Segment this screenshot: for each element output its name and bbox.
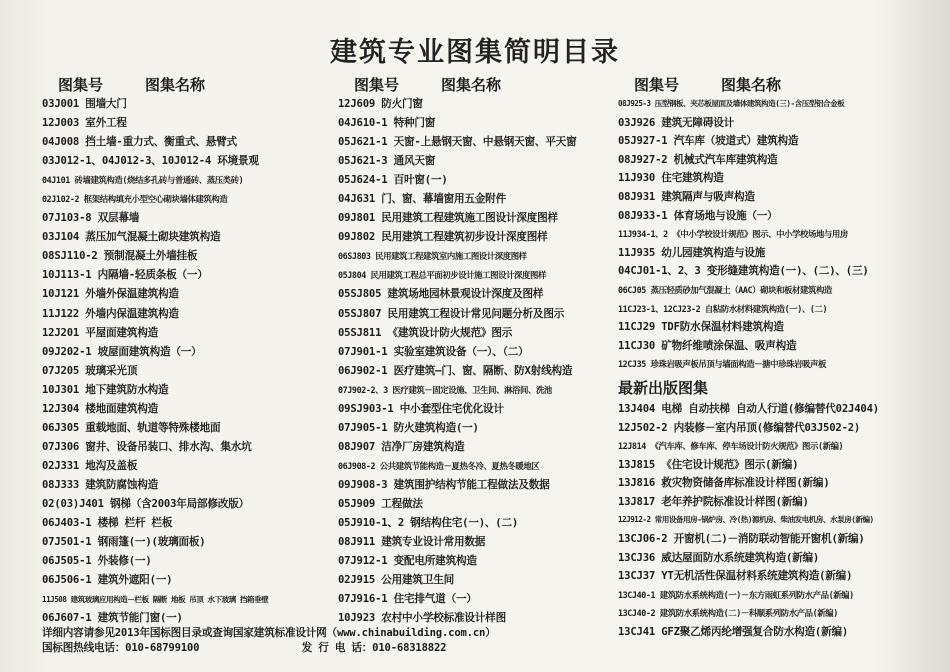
atlas-item: 04J008 挡土墙-重力式、衡重式、悬臂式 [42, 136, 237, 149]
atlas-item: 06J607-1 建筑节能门窗(一) [42, 612, 183, 625]
header-name: 图集名称 [145, 76, 206, 94]
new-atlas-list [618, 400, 918, 642]
atlas-item: 05J910-1、2 钢结构住宅(一)、(二) [338, 517, 519, 530]
footer-note: 详细内容请参见2013年国标图目录或查询国家建筑标准设计网（www.chinabuilding.com.cn） [42, 627, 496, 639]
atlas-item: 07J103-8 双层幕墙 [42, 212, 140, 225]
atlas-item: 11CJ23-1、12CJ23-2 自粘防水材料建筑构造(一)、(二) [618, 303, 828, 314]
atlas-item: 08J931 建筑隔声与吸声构造 [618, 190, 755, 203]
atlas-item: 08J911 建筑专业设计常用数据 [338, 536, 486, 549]
column-header [338, 74, 610, 94]
atlas-item: 03J001 围墙大门 [42, 98, 127, 110]
column-3 [618, 74, 918, 642]
atlas-item: 03J012-1、04J012-3、10J012-4 环境景观 [42, 155, 259, 168]
atlas-item: 07J306 窗井、设备吊装口、排水沟、集水坑 [42, 440, 252, 453]
atlas-item: 06J908-2 公共建筑节能构造－夏热冬冷、夏热冬暖地区 [338, 460, 540, 471]
atlas-item: 06J505-1 外装修(一) [42, 555, 152, 568]
atlas-item: 10J113-1 内隔墙-轻质条板（一） [42, 269, 208, 282]
atlas-item: 08J925-3 压型钢板、夹芯板屋面及墙体建筑构造(三)-含压型铝合金板 [618, 99, 845, 108]
atlas-item: 04CJ01-1、2、3 变形缝建筑构造(一)、(二)、(三) [618, 265, 869, 278]
atlas-item: 02J331 地沟及盖板 [42, 459, 138, 472]
hotline-phone: 国标图热线电话：010-68799100 [42, 642, 200, 654]
atlas-item: 05SJ807 民用建筑工程设计常见问题分析及图示 [338, 307, 565, 320]
header-code: 图集号 [354, 76, 400, 94]
atlas-item: 04J610-1 特种门窗 [338, 117, 436, 130]
atlas-item: 12J609 防火门窗 [338, 98, 423, 110]
atlas-item: 11CJ29 TDF防水保温材料建筑构造 [618, 321, 784, 334]
atlas-item: 06J403-1 楼梯 栏杆 栏板 [42, 517, 173, 530]
atlas-item: 07J902-2、3 医疗建筑－固定设施、卫生间、淋浴间、洗池 [338, 384, 552, 395]
atlas-item: 05J621-3 通风天窗 [338, 155, 436, 168]
atlas-item: 09J801 民用建筑工程建筑施工图设计深度图样 [338, 212, 558, 225]
atlas-item: 13J816 救灾物资储备库标准设计样图(新编) [618, 477, 830, 490]
atlas-item: 11J122 外墙内保温建筑构造 [42, 307, 179, 320]
atlas-item: 13CJ40-2 建筑防水系统构造(二)－科顺系列防水产品(新编) [618, 608, 838, 619]
atlas-item: 13CJ37 YT无机活性保温材料系统建筑构造(新编) [618, 570, 853, 583]
atlas-list [42, 95, 327, 628]
atlas-item: 11CJ30 矿物纤维喷涂保温、吸声构造 [618, 339, 797, 352]
atlas-item: 05SJ811 《建筑设计防火规范》图示 [338, 326, 513, 339]
footer-phones [42, 641, 642, 656]
atlas-item: 11J930 住宅建筑构造 [618, 172, 724, 185]
header-code: 图集号 [634, 76, 680, 94]
atlas-item: 07J205 玻璃采光顶 [42, 364, 138, 377]
distribution-phone: 发 行 电 话：010-68318822 [301, 642, 447, 654]
atlas-item: 05J927-1 汽车库（坡道式）建筑构造 [618, 135, 799, 148]
atlas-item: 12J814 《汽车库、修车库、停车场设计防火规范》图示(新编) [618, 441, 844, 452]
atlas-item: 13CJ41 GFZ聚乙烯丙纶增强复合防水构造(新编) [618, 626, 849, 639]
atlas-item: 06CJ05 蒸压轻质砂加气混凝土（AAC）砌块和板材建筑构造 [618, 284, 832, 295]
atlas-item: 12J003 室外工程 [42, 117, 127, 130]
atlas-item: 07J901-1 实验室建筑设备（一）、（二） [338, 345, 529, 358]
atlas-item: 12J304 楼地面建筑构造 [42, 402, 159, 415]
atlas-item: 02J102-2 框架结构填充小型空心砌块墙体建筑构造 [42, 194, 228, 205]
atlas-item: 09SJ903-1 中小套型住宅优化设计 [338, 402, 504, 415]
atlas-item: 08J907 洁净厂房建筑构造 [338, 440, 465, 453]
column-header [618, 74, 918, 94]
atlas-item: 13CJ40-1 建筑防水系统构造(一)－东方雨虹系列防水产品(新编) [618, 589, 854, 600]
atlas-list [338, 95, 610, 628]
atlas-item: 09J802 民用建筑工程建筑初步设计深度图样 [338, 231, 548, 244]
atlas-item: 11J934-1、2 《中小学校设计规范》图示、中小学校场地与用房 [618, 229, 848, 240]
page-title: 建筑专业图集简明目录 [330, 37, 620, 68]
atlas-item: 03J926 建筑无障碍设计 [618, 116, 735, 129]
atlas-item: 10J301 地下建筑防水构造 [42, 383, 169, 396]
atlas-item: 13J815 《住宅设计规范》图示(新编) [618, 458, 799, 471]
atlas-item: 12CJ35 珍珠岩吸声板吊顶与墙面构造－搪中珍珠岩吸声板 [618, 359, 826, 370]
atlas-item: 03J104 蒸压加气混凝土砌块建筑构造 [42, 231, 221, 244]
footer [42, 626, 642, 656]
atlas-item: 07J916-1 住宅排气道（一） [338, 593, 477, 606]
atlas-item: 08J933-1 体育场地与设施（一） [618, 209, 778, 222]
atlas-item: 05J804 民用建筑工程总平面初步设计施工图设计深度图样 [338, 270, 546, 281]
atlas-item: 07J912-1 变配电所建筑构造 [338, 555, 477, 568]
atlas-item: 12J201 平屋面建筑构造 [42, 326, 159, 339]
atlas-item: 13CJ36 威达屋面防水系统建筑构造(新编) [618, 551, 820, 564]
atlas-item: 11J508 建筑玻璃应用构造－栏板 隔断 地板 吊顶 水下玻璃 挡箱垂壁 [42, 595, 269, 605]
atlas-item: 13J817 老年养护院标准设计样图(新编) [618, 495, 809, 508]
header-name: 图集名称 [721, 76, 782, 94]
atlas-list [618, 95, 918, 374]
atlas-item: 11J935 幼儿园建筑构造与设施 [618, 246, 766, 259]
column-2 [338, 74, 610, 628]
column-1 [42, 74, 327, 628]
atlas-item: 05J909 工程做法 [338, 497, 423, 510]
header-name: 图集名称 [441, 76, 502, 94]
new-publications-heading: 最新出版图集 [618, 378, 709, 397]
atlas-item: 02J915 公用建筑卫生间 [338, 574, 455, 587]
atlas-item: 04J631 门、窗、幕墙窗用五金附件 [338, 193, 506, 206]
atlas-item: 06J902-1 医疗建筑—门、窗、隔断、防X射线构造 [338, 364, 573, 377]
atlas-item: 06J305 重载地面、轨道等特殊楼地面 [42, 421, 221, 434]
atlas-item: 02(03)J401 钢梯（含2003年局部修改版） [42, 497, 249, 510]
atlas-item: 07J501-1 钢雨篷(一)(玻璃面板) [42, 536, 206, 549]
atlas-item: 06SJ803 民用建筑工程建筑室内施工图设计深度图样 [338, 251, 527, 262]
atlas-item: 09J202-1 坡屋面建筑构造（一） [42, 345, 202, 358]
atlas-item: 10J121 外墙外保温建筑构造 [42, 288, 179, 301]
atlas-item: 13J404 电梯 自动扶梯 自动人行道(修编替代02J404) [618, 402, 879, 415]
atlas-item: 05J624-1 百叶窗(一) [338, 174, 448, 187]
atlas-item: 05SJ805 建筑场地园林景观设计深度及图样 [338, 288, 544, 301]
atlas-item: 06J506-1 建筑外遮阳(一) [42, 574, 173, 587]
header-code: 图集号 [58, 76, 104, 94]
atlas-item: 09J908-3 建筑围护结构节能工程做法及数据 [338, 478, 550, 491]
atlas-item: 10J923 农村中小学校标准设计样图 [338, 612, 506, 625]
atlas-item: 08J333 建筑防腐蚀构造 [42, 478, 159, 491]
atlas-item: 07J905-1 防火建筑构造(一) [338, 421, 479, 434]
atlas-item: 12J912-2 常用设备用房-锅炉房、冷(热)源机房、柴油发电机房、水泵房(新编) [618, 515, 874, 525]
atlas-item: 12J502-2 内装修－室内吊顶(修编替代03J502-2) [618, 421, 861, 434]
atlas-item: 05J621-1 天窗-上悬钢天窗、中悬钢天窗、平天窗 [338, 136, 577, 149]
column-header [42, 74, 327, 94]
atlas-item: 08J927-2 机械式汽车库建筑构造 [618, 153, 778, 166]
atlas-item: 13CJ06-2 开窗机(二)－消防联动智能开窗机(新编) [618, 533, 865, 546]
atlas-item: 08SJ110-2 预制混凝土外墙挂板 [42, 250, 198, 263]
atlas-item: 04J101 砖墙建筑构造(烧结多孔砖与普通砖、蒸压类砖) [42, 175, 244, 186]
